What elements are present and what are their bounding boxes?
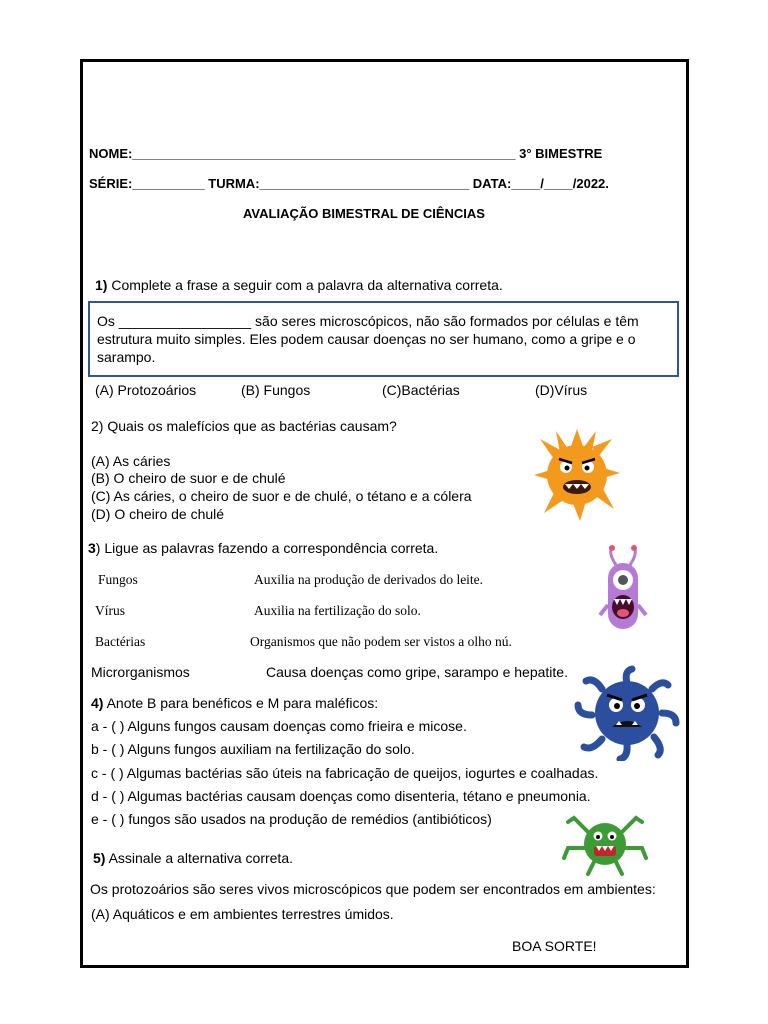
q1-option-d[interactable]: (D)Vírus xyxy=(535,382,588,398)
closing-text: BOA SORTE! xyxy=(512,938,597,954)
q3-prompt xyxy=(88,540,438,556)
orange-germ-icon xyxy=(532,427,622,523)
q5-option-a[interactable]: (A) Aquáticos e em ambientes terrestres úmidos. xyxy=(91,906,394,922)
q2-option-b[interactable]: (B) O cheiro de suor e de chulé xyxy=(91,470,286,486)
q3-prompt-text: ) Ligue as palavras fazendo a correspondência correta. xyxy=(95,540,439,556)
purple-germ-icon xyxy=(598,545,648,637)
page-title: AVALIAÇÃO BIMESTRAL DE CIÊNCIAS xyxy=(243,206,485,221)
q1-box xyxy=(88,301,679,377)
q5-number: 5) xyxy=(93,850,106,866)
q4-prompt-text: Anote B para benéficos e M para maléficos: xyxy=(103,695,379,711)
q3-left-4[interactable]: Microrganismos xyxy=(91,664,190,680)
q4-number: 4) xyxy=(91,695,104,711)
q1-option-a[interactable]: (A) Protozoários xyxy=(95,382,197,398)
q3-right-3[interactable]: Organismos que não podem ser vistos a olho nú. xyxy=(250,634,512,649)
q4-item-b[interactable]: b - ( ) Alguns fungos auxiliam na fertilização do solo. xyxy=(91,741,415,757)
q5-prompt xyxy=(93,850,293,866)
q3-right-4[interactable]: Causa doenças como gripe, sarampo e hepatite. xyxy=(266,664,568,680)
q5-statement: Os protozoários são seres vivos microscópicos que podem ser encontrados em ambientes: xyxy=(90,881,656,897)
q2-option-d[interactable]: (D) O cheiro de chulé xyxy=(91,506,225,522)
q1-option-c[interactable]: (C)Bactérias xyxy=(382,382,460,398)
green-germ-icon xyxy=(558,808,652,878)
q1-number: 1) xyxy=(95,277,108,293)
q1-prompt xyxy=(95,277,503,293)
q1-prompt-text: Complete a frase a seguir com a palavra da alternativa correta. xyxy=(107,277,503,293)
q5-prompt-text: Assinale a alternativa correta. xyxy=(105,850,293,866)
serie-line: SÉRIE:__________ TURMA:_____________________________ DATA:____/____/2022. xyxy=(89,176,609,191)
q4-prompt xyxy=(91,695,378,711)
blue-germ-icon xyxy=(572,665,682,761)
q4-item-e[interactable]: e - ( ) fungos são usados na produção de remédios (antibióticos) xyxy=(91,811,492,827)
q3-left-1[interactable]: Fungos xyxy=(98,572,138,587)
q3-number: 3 xyxy=(88,540,96,556)
q2-option-a[interactable]: (A) As cáries xyxy=(91,453,171,469)
q3-right-1[interactable]: Auxilia na produção de derivados do leite. xyxy=(254,572,484,587)
q2-prompt: 2) Quais os malefícios que as bactérias causam? xyxy=(91,418,397,434)
q4-item-d[interactable]: d - ( ) Algumas bactérias causam doenças como disenteria, tétano e pneumonia. xyxy=(91,788,591,804)
q1-option-b[interactable]: (B) Fungos xyxy=(241,382,311,398)
q3-left-3[interactable]: Bactérias xyxy=(95,634,146,649)
name-line: NOME:_____________________________________________________ 3° BIMESTRE xyxy=(89,146,603,161)
q3-left-2[interactable]: Vírus xyxy=(95,603,125,618)
q4-item-c[interactable]: c - ( ) Algumas bactérias são úteis na fabricação de queijos, iogurtes e coalhadas. xyxy=(91,765,599,781)
q1-box-text: Os _________________ são seres microscópicos, não são formados por células e têm estrutura muito simples. Eles podem causar doenças no ser humano, como a gripe e o sarampo. xyxy=(97,313,639,365)
q2-option-c[interactable]: (C) As cáries, o cheiro de suor e de chulé, o tétano e a cólera xyxy=(91,488,472,504)
q3-right-2[interactable]: Auxilia na fertilização do solo. xyxy=(254,603,421,618)
q4-item-a[interactable]: a - ( ) Alguns fungos causam doenças como frieira e micose. xyxy=(91,718,467,734)
